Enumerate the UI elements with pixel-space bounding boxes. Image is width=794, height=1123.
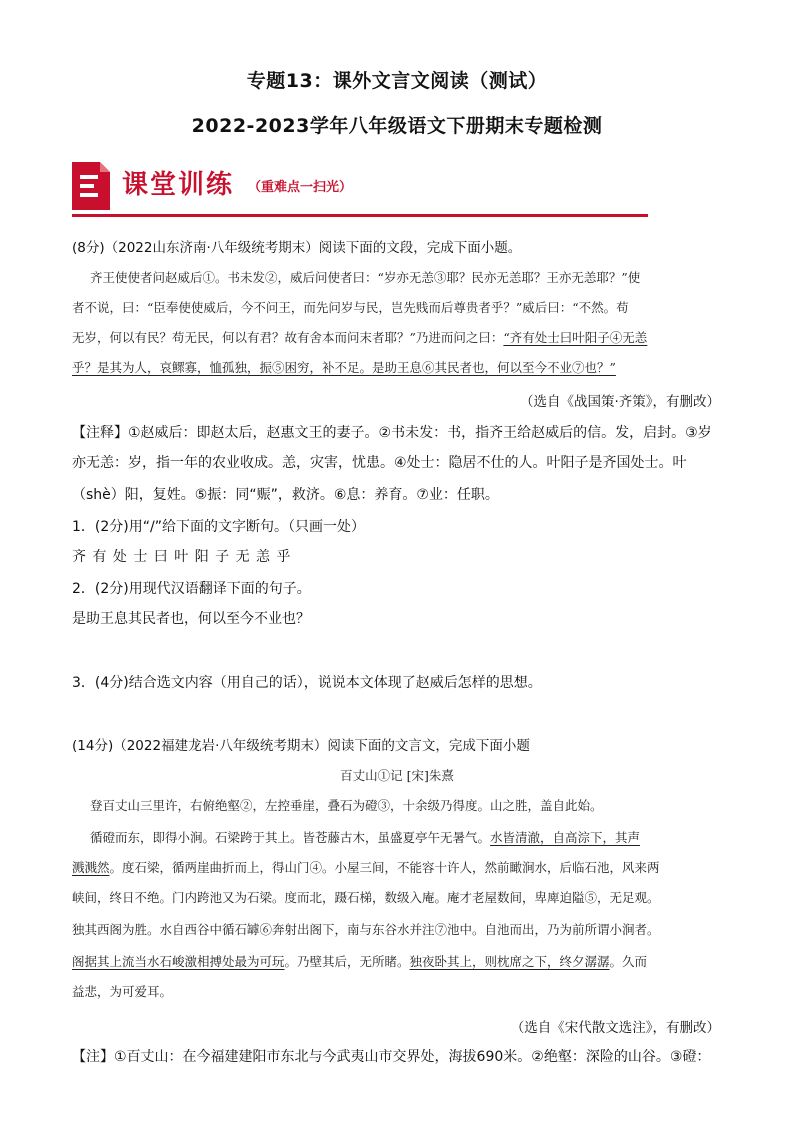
- banner-divider: [72, 214, 648, 217]
- notes-line: （shè）阳，复姓。⑤振：同“赈”，救济。⑥息：养育。⑦业：任职。: [72, 487, 499, 503]
- banner-title: 课堂训练: [122, 170, 235, 200]
- passage1-line: [72, 328, 647, 346]
- passage2-text: 。乃壁其后，无所睹。: [284, 954, 410, 969]
- question-2: 2．(2分)用现代汉语翻译下面的句子。: [72, 581, 311, 597]
- question-1-text: 齐 有 处 士 曰 叶 阳 子 无 恙 乎: [72, 549, 292, 565]
- passage2-source: （选自《宋代散文选注》，有删改）: [510, 1020, 720, 1036]
- passage1-line: 齐王使使者问赵威后①。书未发②，威后问使者曰：“岁亦无恙③耶？民亦无恙耶？王亦无恙耶？”使: [90, 270, 641, 285]
- passage2-underlined: 独夜卧其上，则枕席之下，终夕潺潺: [409, 954, 610, 969]
- passage1-underlined-line: 乎？是其为人，哀鳏寡，恤孤独，振⑤困穷，补不足。是助王息⑥其民者也，何以至今不业⑦也？”: [72, 360, 616, 375]
- notes-line: 【注】①百丈山：在今福建建阳市东北与今武夷山市交界处，海拔690米。②绝壑：深险的山谷。③磴：: [72, 1049, 711, 1065]
- passage2-text: 循磴而东，即得小涧。石梁跨于其上。皆苍藤古木，虽盛夏亭午无暑气。: [90, 830, 491, 845]
- question-3: 3．(4分)结合选文内容（用自己的话），说说本文体现了赵威后怎样的思想。: [72, 675, 542, 691]
- notes-line: 【注释】①赵威后：即赵太后，赵惠文王的妻子。②书未发：书，指齐王给赵威后的信。发，启封。③岁: [72, 425, 712, 441]
- passage2-line: 登百丈山三里许，右俯绝壑②，左控垂崖，叠石为磴③，十余级乃得度。山之胜，盖自此始。: [90, 798, 603, 813]
- passage1-line: 者不说，曰：“臣奉使使威后，今不问王，而先问岁与民，岂先贱而后尊贵者乎？”威后曰：“不然。苟: [72, 300, 629, 315]
- passage2-line: 峡间，终日不绝。门内跨池又为石梁。度而北，蹑石梯，数级入庵。庵才老屋数间，卑庳迫隘⑤，无足观。: [72, 890, 660, 905]
- section2-intro: (14分)（2022福建龙岩·八年级统考期末）阅读下面的文言文，完成下面小题: [72, 738, 530, 754]
- passage2-line: 益悲，为可爱耳。: [72, 984, 173, 999]
- section1-intro: (8分)（2022山东济南·八年级统考期末）阅读下面的文段，完成下面小题。: [72, 240, 522, 256]
- passage2-line: 独其西阁为胜。水自西谷中循石罅⑥奔射出阁下，南与东谷水并注⑦池中。自池而出，乃为前所谓小涧者。: [72, 922, 660, 937]
- document-icon: [70, 160, 112, 212]
- passage2-underlined: 溅溅然: [72, 860, 110, 875]
- passage1-underlined: “齐有处士曰叶阳子④无恙: [503, 330, 648, 345]
- section-banner: [70, 150, 650, 222]
- passage2-text: 。度石梁，循两崖曲折而上，得山门④。小屋三间，不能容十许人，然前瞰涧水，后临石池，风来两: [109, 860, 660, 875]
- passage2-line: [90, 828, 640, 846]
- passage2-line: [72, 858, 660, 876]
- page-subtitle: 2022-2023学年八年级语文下册期末专题检测: [191, 115, 603, 137]
- passage2-underlined: 阁据其上流当水石峻激相搏处最为可玩: [72, 954, 285, 969]
- notes-line: 亦无恙：岁，指一年的农业收成。恙，灾害，忧患。④处士：隐居不仕的人。叶阳子是齐国处士。叶: [72, 455, 687, 471]
- passage2-title: 百丈山①记 [宋]朱熹: [340, 768, 454, 783]
- page-title: 专题13：课外文言文阅读（测试）: [246, 70, 548, 92]
- banner-subtitle: （重难点一扫光）: [248, 180, 353, 195]
- passage1-source: （选自《战国策·齐策》，有删改）: [519, 394, 720, 410]
- passage2-text: 。久而: [609, 954, 648, 969]
- question-1: 1．(2分)用“/”给下面的文字断句。（只画一处）: [72, 519, 365, 535]
- passage1-text: 无岁，何以有民？苟无民，何以有君？故有舍本而问末者耶？”乃进而问之曰：: [72, 330, 504, 345]
- question-2-text: 是助王息其民者也，何以至今不业也？: [72, 611, 310, 627]
- passage2-line: [72, 952, 647, 970]
- passage2-underlined: 水皆清澈，自高淙下，其声: [490, 830, 641, 845]
